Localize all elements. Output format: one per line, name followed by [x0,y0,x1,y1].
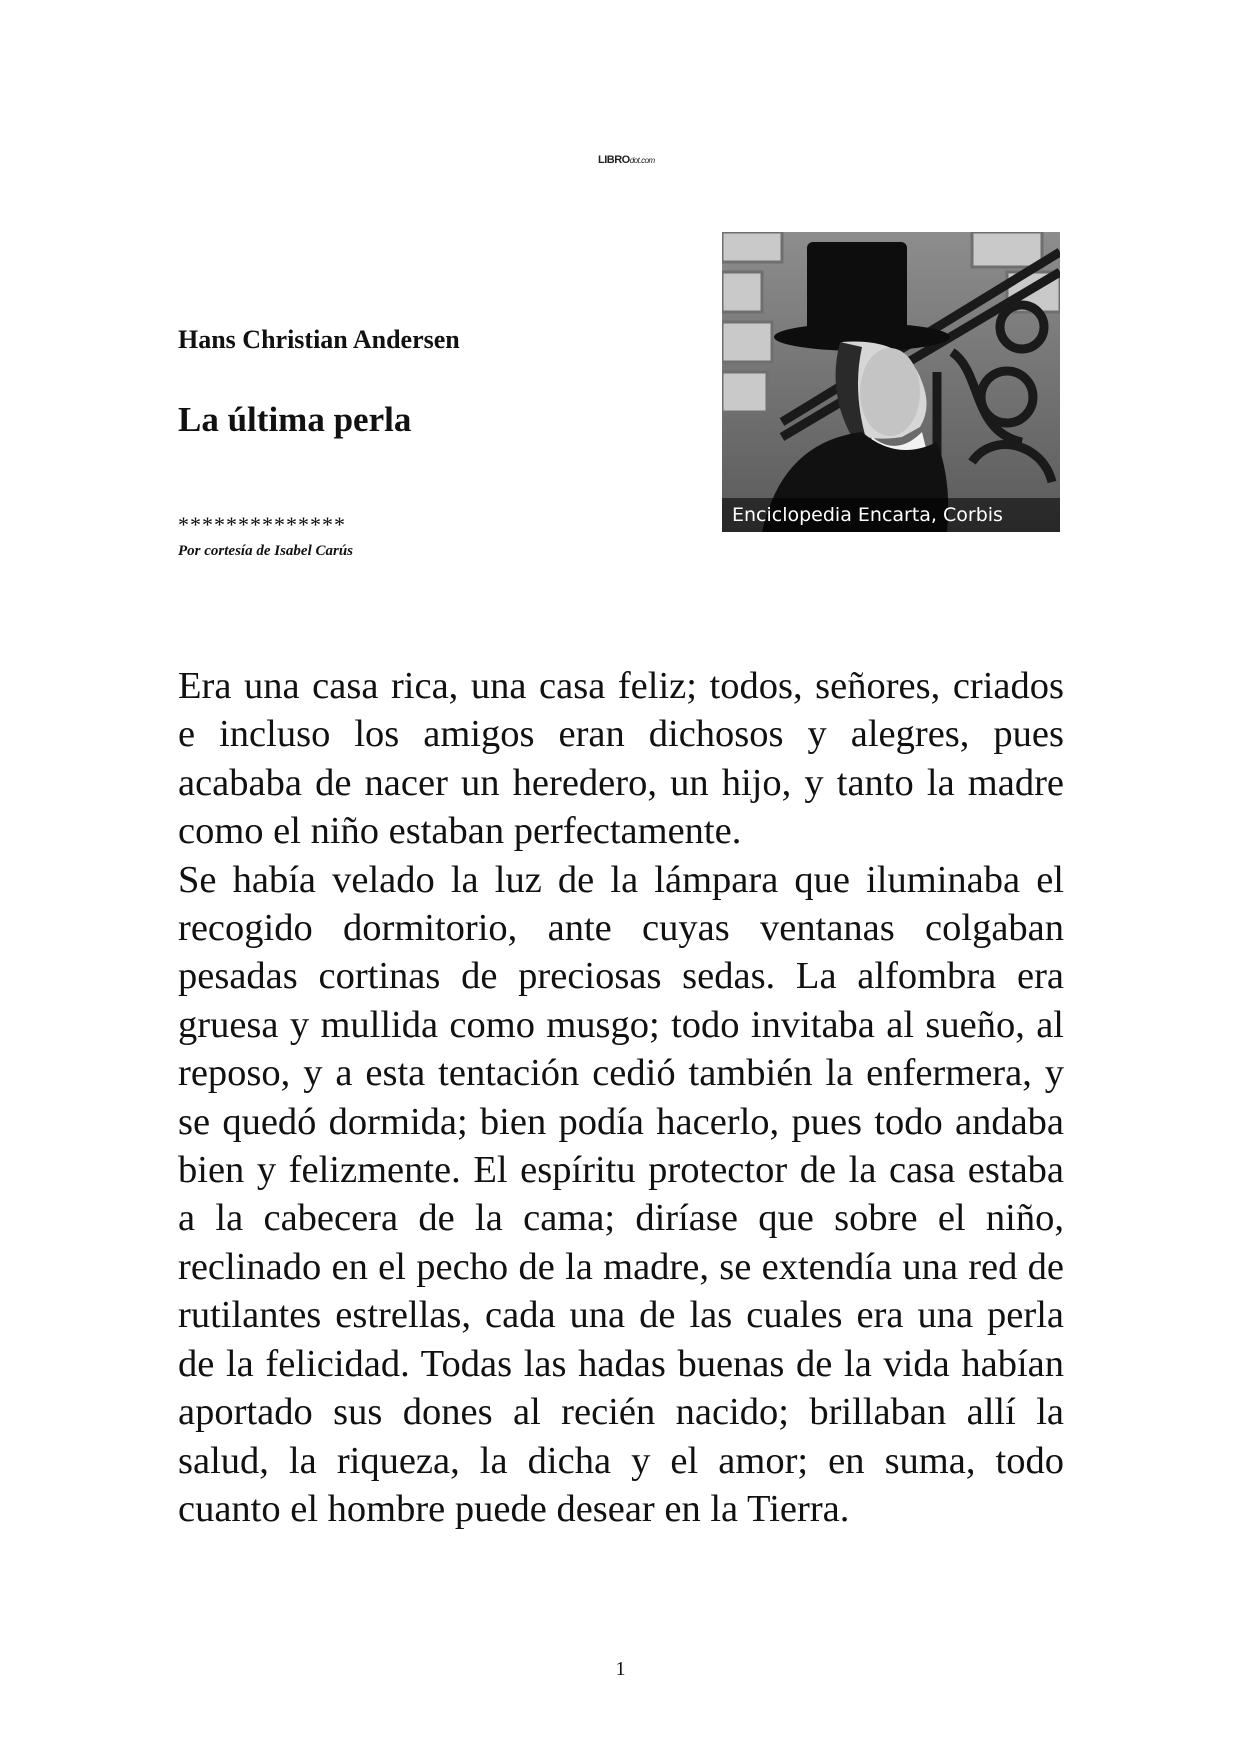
story-body [178,662,1064,1533]
publisher-logo [598,154,655,166]
paragraph: Se había velado la luz de la lámpara que iluminaba el recogido dormitorio, ante cuyas ventanas colgaban pesadas cortinas de preciosas sedas. La alfombra era gruesa y mullida como musgo; todo invitaba al sueño, al reposo, y a esta tentación cedió también la enfermera, y se quedó dormida; bien podía hacerlo, pues todo andaba bien y felizmente. El espíritu protector de la casa estaba a la cabecera de la cama; diríase que sobre el niño, reclinado en el pecho de la madre, se extendía una red de rutilantes estrellas, cada una de las cuales era una perla de la felicidad. Todas las hadas buenas de la vida habían aportado sus dones al recién nacido; brillaban allí la salud, la riqueza, la dicha y el amor; en suma, todo cuanto el hombre puede desear en la Tierra. [178,858,1064,1530]
page-number: 1 [615,1658,626,1680]
paragraph: Era una casa rica, una casa feliz; todos, señores, criados e incluso los amigos eran dichosos y alegres, pues acababa de nacer un heredero, un hijo, y tanto la madre como el niño estaban perfectamente. [178,665,1064,853]
photo-caption: Enciclopedia Encarta, Corbis [722,498,1060,532]
courtesy-note: Por cortesía de Isabel Carús [178,543,354,559]
separator-stars: ************** [178,512,346,537]
author-name: Hans Christian Andersen [178,325,460,354]
story-title: La última perla [178,400,412,439]
author-portrait [722,232,1060,532]
logo-main-text: LIBRO [598,154,630,166]
portrait-image [722,232,1060,532]
logo-sub-text: dot.com [629,156,655,165]
